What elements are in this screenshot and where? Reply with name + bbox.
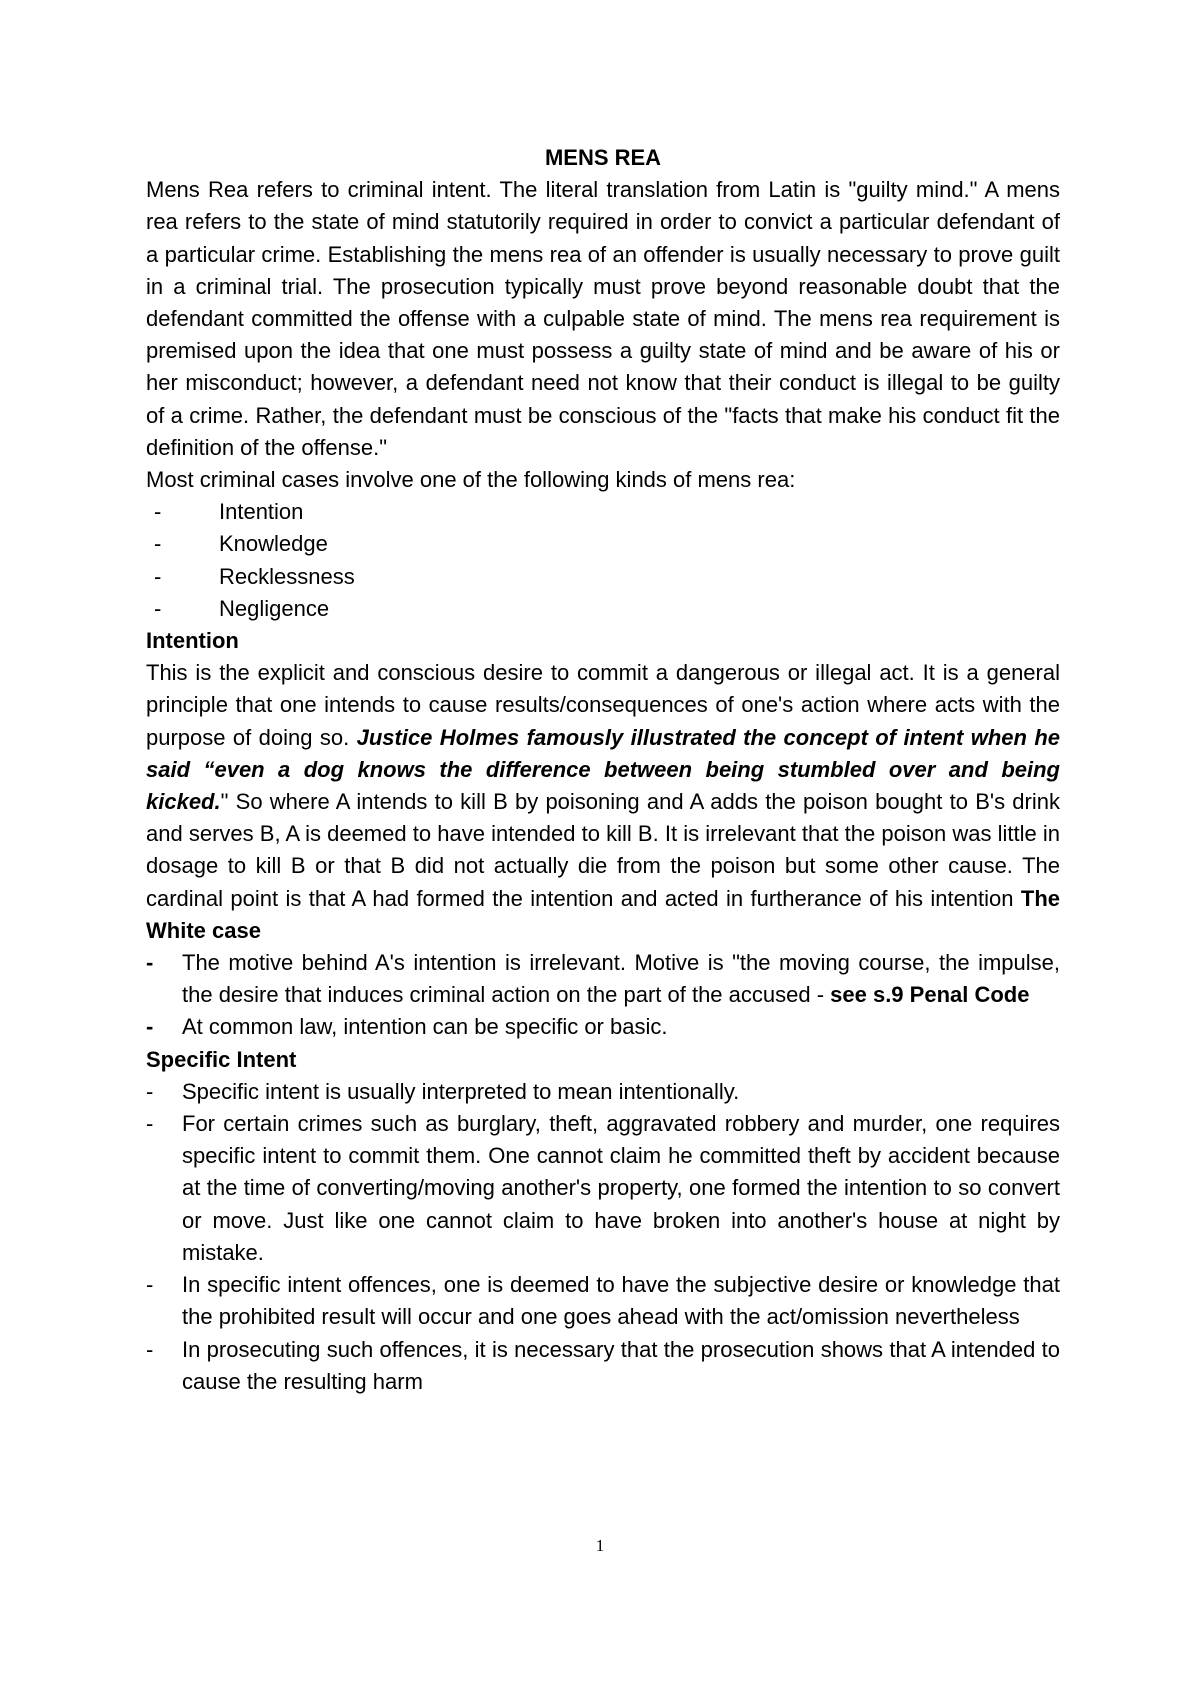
point-text: In prosecuting such offences, it is necessary that the prosecution shows that A intended to cause the resulting harm bbox=[182, 1336, 1060, 1394]
statute-reference: see s.9 Penal Code bbox=[830, 982, 1030, 1008]
list-item bbox=[146, 528, 1060, 560]
kinds-intro: Most criminal cases involve one of the following kinds of mens rea: bbox=[146, 467, 796, 493]
page-number: 1 bbox=[595, 1536, 605, 1555]
list-item bbox=[146, 593, 1060, 625]
intention-points bbox=[146, 947, 1060, 1044]
dash-marker: - bbox=[146, 1014, 154, 1040]
document-page bbox=[146, 142, 1060, 1398]
holmes-quote: Justice Holmes famously illustrated the concept of intent when he said “even a dog knows the difference between being stumbled over and being kicked. bbox=[146, 724, 1060, 815]
list-item-label: Recklessness bbox=[219, 563, 355, 589]
intention-text-1: This is the explicit and conscious desire to commit a dangerous or illegal act. It is a general principle that one intends to cause results/consequences of one's action where acts with the purpose of doing so. bbox=[146, 660, 1060, 750]
specific-intent-heading: Specific Intent bbox=[146, 1046, 297, 1072]
dash-marker: - bbox=[154, 499, 162, 525]
list-item-label: Negligence bbox=[219, 595, 330, 621]
point-text: Specific intent is usually interpreted to mean intentionally. bbox=[182, 1078, 740, 1104]
dash-marker: - bbox=[146, 1078, 154, 1104]
list-item bbox=[146, 1108, 1060, 1269]
dash-marker: - bbox=[154, 595, 162, 621]
list-item bbox=[146, 561, 1060, 593]
list-item bbox=[146, 947, 1060, 1011]
dash-marker: - bbox=[154, 531, 162, 557]
case-reference: The White case bbox=[146, 885, 1060, 943]
intention-paragraph bbox=[146, 657, 1060, 947]
point-text: The motive behind A's intention is irrelevant. Motive is "the moving course, the impulse, the desire that induces criminal action on the part of the accused - bbox=[182, 950, 1060, 1008]
intention-heading: Intention bbox=[146, 628, 239, 654]
point-text: At common law, intention can be specific or basic. bbox=[182, 1014, 668, 1040]
list-item bbox=[146, 1334, 1060, 1398]
intention-text-2: " So where A intends to kill B by poisoning and A adds the poison bought to B's drink and serves B, A is deemed to have intended to kill B. It is irrelevant that the poison was little in dosage to kill B or that B did not actually die from the poison but some other cause. The cardinal point is that A had formed the intention and acted in furtherance of his intention bbox=[146, 789, 1060, 911]
point-text: For certain crimes such as burglary, theft, aggravated robbery and murder, one requires specific intent to commit them. One cannot claim he committed theft by accident because at the time of converting/moving another's property, one formed the intention to so convert or move. Just like one cannot claim to have broken into another's house at night by mistake. bbox=[182, 1111, 1060, 1265]
list-item bbox=[146, 1011, 1060, 1043]
point-text: In specific intent offences, one is deemed to have the subjective desire or knowledge that the prohibited result will occur and one goes ahead with the act/omission nevertheless bbox=[182, 1272, 1060, 1330]
dash-marker: - bbox=[146, 1111, 154, 1137]
intro-paragraph: Mens Rea refers to criminal intent. The literal translation from Latin is "guilty mind." A mens rea refers to the state of mind statutorily required in order to convict a particular defendant of a particular crime. Establishing the mens rea of an offender is usually necessary to prove guilt in a criminal trial. The prosecution typically must prove beyond reasonable doubt that the defendant committed the offense with a culpable state of mind. The mens rea requirement is premised upon the idea that one must possess a guilty state of mind and be aware of his or her misconduct; however, a defendant need not know that their conduct is illegal to be guilty of a crime. Rather, the defendant must be conscious of the "facts that make his conduct fit the definition of the offense." bbox=[146, 177, 1060, 460]
list-item bbox=[146, 1269, 1060, 1333]
specific-intent-points bbox=[146, 1076, 1060, 1398]
list-item bbox=[146, 496, 1060, 528]
dash-marker: - bbox=[146, 1272, 154, 1298]
dash-marker: - bbox=[146, 950, 154, 976]
kinds-list bbox=[146, 496, 1060, 625]
dash-marker: - bbox=[146, 1336, 154, 1362]
list-item bbox=[146, 1076, 1060, 1108]
list-item-label: Intention bbox=[219, 499, 304, 525]
document-title: MENS REA bbox=[544, 145, 662, 170]
list-item-label: Knowledge bbox=[219, 531, 328, 557]
dash-marker: - bbox=[154, 563, 162, 589]
